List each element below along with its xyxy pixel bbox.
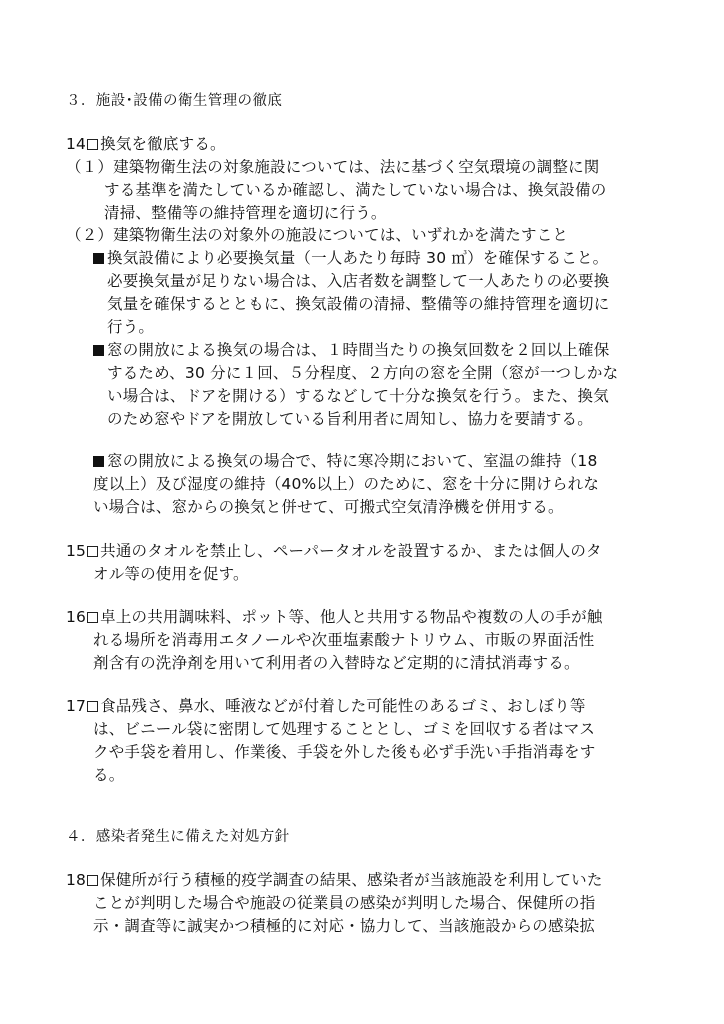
bullet-2-line: のため窓やドアを開放している旨利用者に周知し、協力を要請する。 xyxy=(107,410,593,428)
item-16-line: 剤含有の洗浄剤を用いて利用者の入替時など定期的に清拭消毒する。 xyxy=(93,654,580,672)
bullet-1-line: 気量を確保するとともに、換気設備の清掃、整備等の維持管理を適切に xyxy=(107,295,610,313)
bullet-1-line: 必要換気量が足りない場合は、入店者数を調整して一人あたりの必要換 xyxy=(107,272,610,290)
item-number: 16 xyxy=(66,608,87,626)
bullet-2-line: い場合は、ドアを開ける）するなどして十分な換気を行う。また、換気 xyxy=(107,387,609,405)
bullet-3-line: 窓の開放による換気の場合で、特に寒冷期において、室温の維持（18 xyxy=(93,450,598,472)
item-16-line: れる場所を消毒用エタノールや次亜塩素酸ナトリウム、市販の界面活性 xyxy=(93,631,595,649)
square-bullet-icon xyxy=(93,345,104,356)
item-title: 換気を徹底する。 xyxy=(100,135,226,153)
item-15-line: オル等の使用を促す。 xyxy=(93,565,249,583)
item-14-sub-1-line xyxy=(66,156,600,178)
sub-marker: （２） xyxy=(66,226,114,244)
item-15-line: 15 共通のタオルを禁止し、ペーパータオルを設置するか、または個人のタ xyxy=(66,542,602,560)
bullet-2-line: 窓の開放による換気の場合は、１時間当たりの換気回数を２回以上確保 xyxy=(93,339,609,361)
section-3-heading: ３．施設･設備の衛生管理の徹底 xyxy=(66,93,283,109)
item-number: 14 xyxy=(66,135,87,153)
checkbox-icon xyxy=(87,701,98,712)
item-17-line: 17 食品残さ、鼻水、唾液などが付着した可能性のあるゴミ、おしぼり等 xyxy=(66,697,586,715)
item-14-sub-2-line xyxy=(66,224,568,246)
checkbox-icon xyxy=(87,612,98,623)
sub-text: 建築物衛生法の対象施設については、法に基づく空気環境の調整に関 xyxy=(113,158,600,176)
checkbox-icon xyxy=(87,875,98,886)
item-18-line: ことが判明した場合や施設の従業員の感染が判明した場合、保健所の指 xyxy=(93,894,596,912)
item-16-line: 16 卓上の共用調味料、ポット等、他人と共用する物品や複数の人の手が触 xyxy=(66,608,603,626)
item-17-line: クや手袋を着用し、作業後、手袋を外した後も必ず手洗い手指消毒をす xyxy=(93,743,596,761)
section-4-heading: ４．感染者発生に備えた対処方針 xyxy=(66,829,290,845)
item-17-line: は、ビニール袋に密閉して処理することとし、ゴミを回収する者はマス xyxy=(93,720,596,738)
item-17-line: る。 xyxy=(93,766,125,784)
square-bullet-icon xyxy=(93,253,104,264)
square-bullet-icon xyxy=(93,456,104,467)
item-18-line: 18 保健所が行う積極的疫学調査の結果、感染者が当該施設を利用していた xyxy=(66,871,603,889)
bullet-3-line: 度以上）及び湿度の維持（40%以上）のために、窓を十分に開けられな xyxy=(93,475,600,493)
item-number: 18 xyxy=(66,871,87,889)
item-14-sub-1-line: 清掃、整備等の維持管理を適切に行う。 xyxy=(104,204,387,222)
checkbox-icon xyxy=(87,139,98,150)
item-number: 17 xyxy=(66,697,87,715)
checkbox-icon xyxy=(87,546,98,557)
item-number: 15 xyxy=(66,542,87,560)
bullet-1-line: 換気設備により必要換気量（一人あたり毎時 30 ㎥）を確保すること。 xyxy=(93,247,608,269)
item-14-title xyxy=(66,133,226,155)
item-18-line: 示・調査等に誠実かつ積極的に対応・協力して、当該施設からの感染拡 xyxy=(93,917,596,935)
bullet-3-line: い場合は、窓からの換気と併せて、可搬式空気清浄機を併用する。 xyxy=(93,498,564,516)
sub-text: 建築物衛生法の対象外の施設については、いずれかを満たすこと xyxy=(113,226,569,244)
bullet-1-line: 行う。 xyxy=(107,318,155,336)
item-14-sub-1-line: する基準を満たしているか確認し、満たしていない場合は、換気設備の xyxy=(104,181,607,199)
bullet-2-line: するため、30 分に１回、５分程度、２方向の窓を全開（窓が一つしかな xyxy=(107,364,619,382)
sub-marker: （１） xyxy=(66,158,114,176)
